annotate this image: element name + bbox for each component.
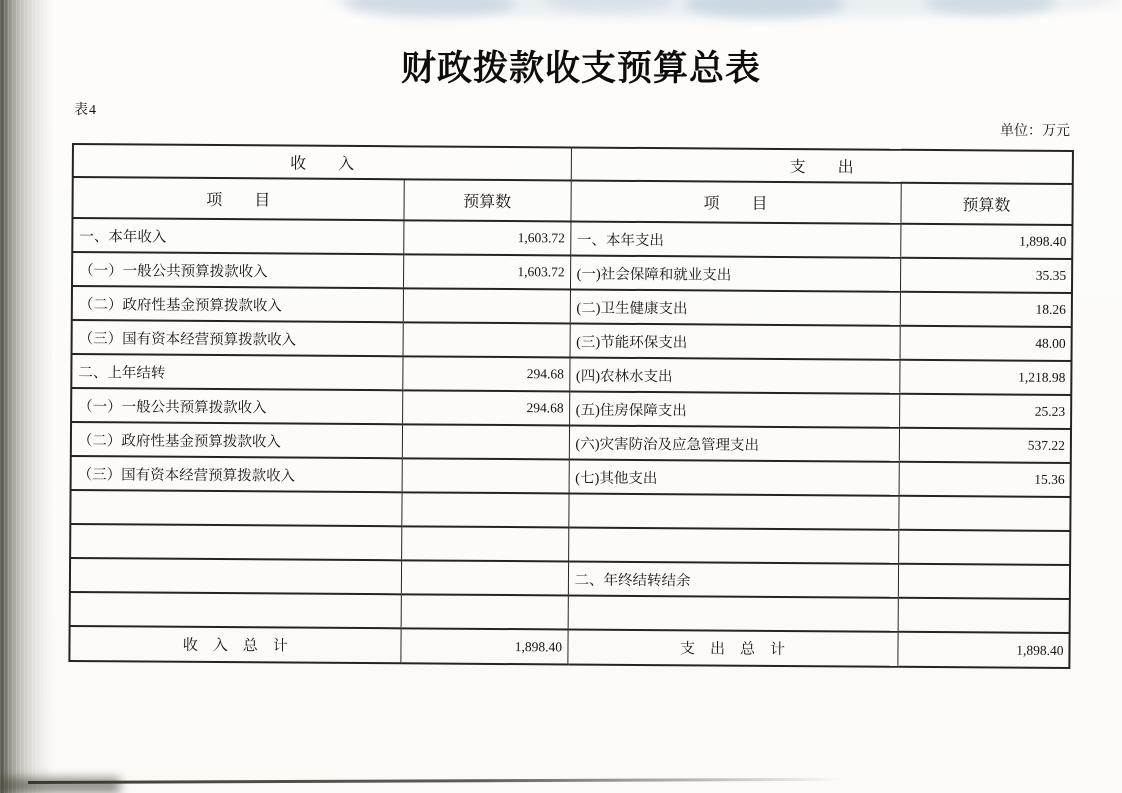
- income-value-cell: [401, 594, 568, 629]
- unit-label: 单位：万元: [1000, 124, 1070, 139]
- budget-table: [68, 143, 1074, 669]
- expense-value-cell: 18.26: [900, 292, 1072, 327]
- expense-item-cell: (一)社会保障和就业支出: [570, 255, 900, 291]
- income-item-cell: 一、本年收入: [72, 218, 403, 254]
- income-value-cell: 1,603.72: [403, 254, 570, 289]
- column-header-row: [72, 177, 1072, 225]
- income-value-cell: [401, 560, 568, 595]
- income-item-cell: 二、上年结转: [71, 354, 402, 390]
- expense-section-header: 支 出: [571, 147, 1073, 184]
- expense-value-cell: 15.36: [899, 462, 1071, 497]
- income-item-cell: [70, 490, 401, 526]
- expense-value-cell: [898, 496, 1070, 531]
- income-value-cell: [401, 492, 568, 527]
- expense-item-cell: (七)其他支出: [569, 459, 899, 495]
- expense-item-cell: [568, 493, 898, 529]
- income-budget-header: 预算数: [403, 179, 570, 221]
- expense-item-cell: [568, 595, 898, 631]
- expense-value-cell: [898, 598, 1070, 633]
- binding-shadow: [0, 0, 54, 793]
- expense-budget-header: 预算数: [900, 183, 1072, 225]
- expense-item-cell: (五)住房保障支出: [569, 391, 899, 427]
- expense-item-cell: (三)节能环保支出: [570, 323, 900, 359]
- income-section-header: 收 入: [73, 144, 571, 180]
- income-item-cell: [70, 592, 401, 628]
- expense-value-cell: [898, 564, 1070, 599]
- table-body: [69, 218, 1072, 668]
- budget-table-container: [68, 143, 1072, 669]
- expense-value-cell: 48.00: [900, 326, 1072, 361]
- expense-item-cell: 二、年终结转结余: [568, 561, 898, 597]
- expense-item-cell: [568, 527, 898, 563]
- expense-value-cell: 537.22: [899, 428, 1071, 463]
- expense-value-cell: 1,898.40: [900, 224, 1072, 259]
- expense-value-cell: 35.35: [900, 258, 1072, 293]
- income-total-label: 收 入 总 计: [69, 626, 400, 663]
- income-value-cell: 294.68: [402, 356, 569, 391]
- income-item-cell: （二）政府性基金预算拨款收入: [72, 286, 403, 322]
- income-item-cell: [70, 524, 401, 560]
- table-tag: 表4: [74, 103, 97, 118]
- expense-item-header: 项 目: [570, 180, 900, 223]
- income-value-cell: [403, 322, 570, 357]
- expense-item-cell: (六)灾害防治及应急管理支出: [569, 425, 899, 461]
- income-item-cell: （二）政府性基金预算拨款收入: [71, 422, 402, 458]
- expense-value-cell: 25.23: [899, 394, 1071, 429]
- income-item-header: 项 目: [72, 177, 403, 220]
- expense-total-value: 1,898.40: [897, 632, 1069, 668]
- income-total-value: 1,898.40: [400, 628, 567, 664]
- income-item-cell: （三）国有资本经营预算拨款收入: [71, 456, 402, 492]
- scan-smudge: [345, 0, 515, 18]
- expense-value-cell: 1,218.98: [899, 360, 1071, 395]
- expense-value-cell: [898, 530, 1070, 565]
- income-value-cell: [401, 526, 568, 561]
- expense-item-cell: (四)农林水支出: [569, 357, 899, 393]
- page-corner-shadow: [0, 778, 120, 793]
- income-value-cell: [403, 288, 570, 323]
- expense-item-cell: (二)卫生健康支出: [570, 289, 900, 325]
- income-item-cell: [70, 558, 401, 594]
- income-value-cell: [402, 458, 569, 493]
- page-title: 财政拨款收支预算总表: [400, 49, 761, 88]
- income-item-cell: （三）国有资本经营预算拨款收入: [72, 320, 403, 356]
- expense-total-label: 支 出 总 计: [567, 629, 897, 666]
- income-item-cell: （一）一般公共预算拨款收入: [72, 252, 403, 288]
- expense-item-cell: 一、本年支出: [570, 221, 900, 257]
- income-value-cell: 1,603.72: [403, 220, 570, 255]
- income-item-cell: （一）一般公共预算拨款收入: [71, 388, 402, 424]
- page-bottom-scan-edge: [28, 778, 843, 784]
- income-value-cell: [402, 424, 569, 459]
- total-row: [69, 626, 1069, 668]
- income-value-cell: 294.68: [402, 390, 569, 425]
